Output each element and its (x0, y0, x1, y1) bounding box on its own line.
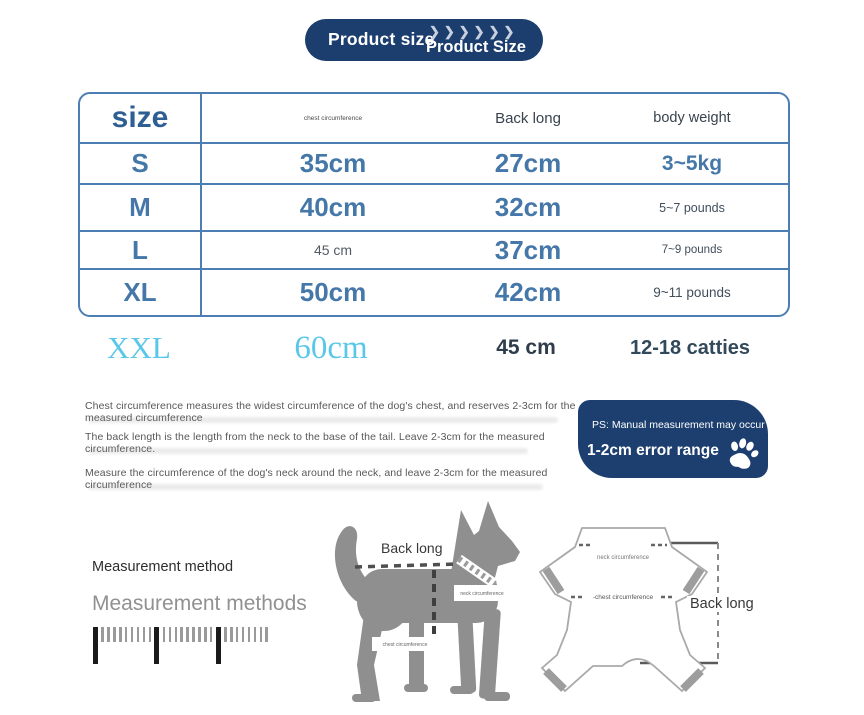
pattern-neck-label: neck circumference (596, 555, 650, 561)
ps-note-box (578, 400, 768, 478)
col-header-back: Back long (495, 109, 561, 127)
dog-neck-label: neck circumference (460, 591, 504, 597)
product-size-badge (305, 19, 543, 61)
cell-back: 32cm (494, 192, 562, 222)
back-length-line (355, 564, 458, 567)
paw-icon (721, 432, 762, 473)
col-header-size: size (80, 94, 202, 142)
cell-size: S (80, 144, 202, 183)
dog-silhouette-diagram (322, 497, 527, 709)
ruler-graphic (93, 627, 271, 664)
ruler-segment (93, 627, 154, 664)
note-neck: Measure the circumference of the dog's neck around the neck, and leave 2-3cm for the measured circumference (85, 467, 548, 491)
cell-back: 42cm (494, 277, 562, 307)
measurement-subtitle: Measurement methods (92, 592, 307, 615)
cell-weight: 5~7 pounds (659, 200, 725, 215)
table-header-row (80, 94, 788, 142)
chevrons-icon: ❯❯❯❯❯❯ (429, 24, 519, 39)
col-header-weight: body weight (653, 110, 731, 126)
cell-size: M (80, 185, 202, 230)
cell-size: L (80, 232, 202, 268)
badge-title-left: Product size (328, 29, 435, 49)
cell-weight: 3~5kg (661, 151, 723, 175)
table-row (80, 230, 788, 268)
table-row (80, 268, 788, 315)
cell-weight: 7~9 pounds (661, 244, 723, 256)
cell-weight: 9~11 pounds (653, 285, 731, 300)
dog-chest-label: chest circumference (382, 642, 428, 648)
col-header-chest: chest circumference (303, 114, 363, 122)
ghost-text (88, 484, 543, 490)
size-table (78, 92, 790, 317)
table-row-xxl (78, 326, 790, 370)
cell-size: XXL (107, 330, 171, 365)
pattern-back-long-label: Back long (687, 596, 757, 612)
ruler-segment (154, 627, 215, 664)
badge-title-right: Product Size (426, 38, 526, 56)
cell-chest: 60cm (294, 329, 368, 366)
measurement-title: Measurement method (92, 559, 234, 575)
note-chest: Chest circumference measures the widest circumference of the dog's chest, and reserves 2-3cm for the measured circumference (85, 400, 576, 424)
cell-chest: 35cm (299, 148, 367, 178)
ps-line2: 1-2cm error range (587, 442, 719, 459)
ghost-text (88, 448, 528, 454)
cell-size: XL (80, 270, 202, 315)
cell-chest: 45 cm (313, 242, 353, 258)
cell-chest: 50cm (299, 277, 367, 307)
cell-back: 37cm (494, 234, 562, 265)
cell-back: 27cm (494, 148, 562, 178)
dog-back-long-label: Back long (378, 540, 445, 556)
ruler-segment (216, 627, 272, 664)
cell-chest: 40cm (299, 192, 367, 222)
note-back: The back length is the length from the neck to the base of the tail. Leave 2-3cm for the measured circumference. (85, 431, 545, 455)
pattern-chest-label: -chest circumference (592, 594, 654, 601)
table-row (80, 142, 788, 183)
cell-weight: 12-18 catties (629, 336, 751, 359)
cell-back: 45 cm (496, 336, 556, 359)
ghost-text (88, 417, 558, 423)
ps-line1: PS: Manual measurement may occur (592, 419, 765, 431)
table-row (80, 183, 788, 230)
